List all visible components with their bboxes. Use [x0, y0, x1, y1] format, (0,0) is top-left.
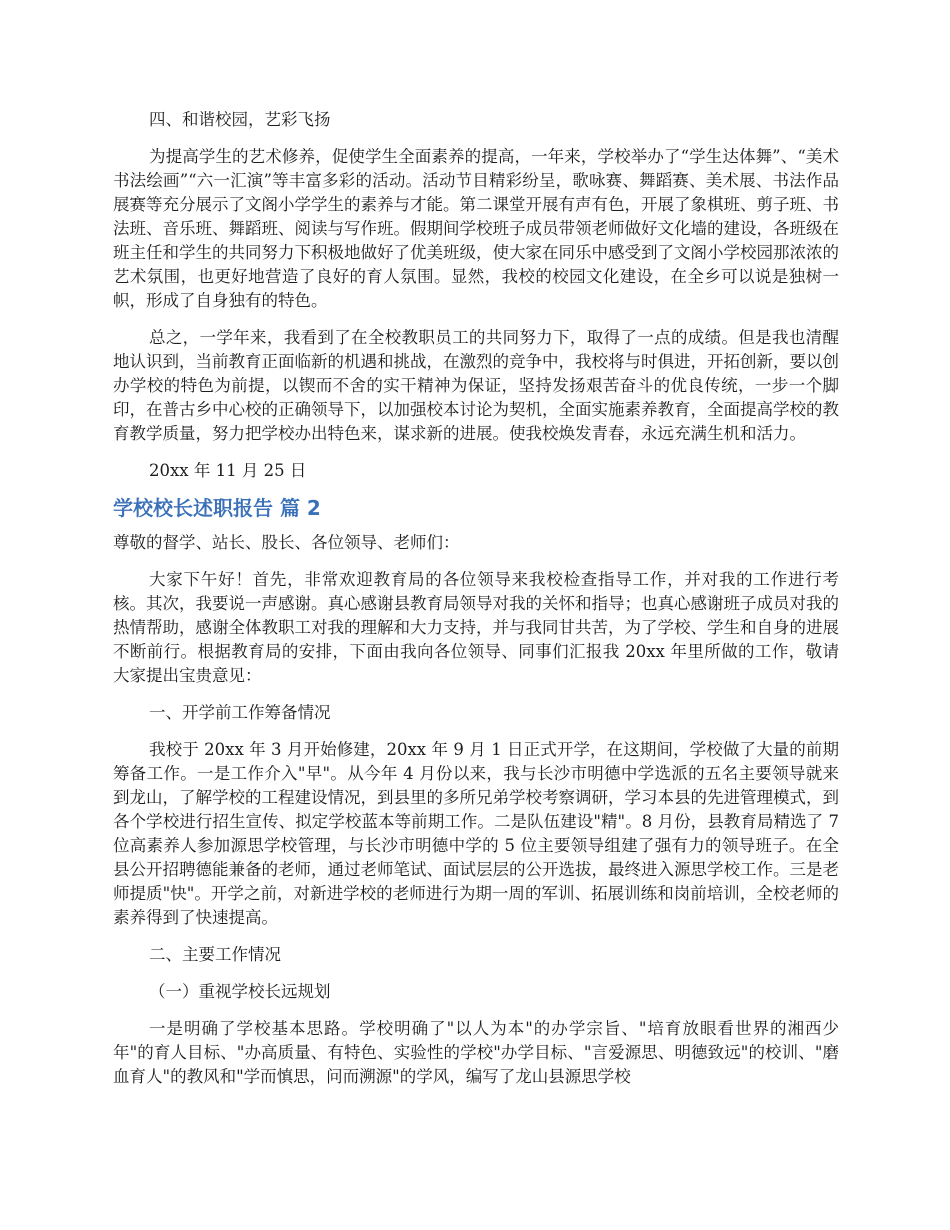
- paragraph-intro: 大家下午好！首先，非常欢迎教育局的各位领导来我校检查指导工作，并对我的工作进行考核。其次，我要说一声感谢。真心感谢县教育局领导对我的关怀和指导；也真心感谢班子成员对我的热情帮助，感谢全体教职工对我的理解和大力支持，并与我同甘共苦，为了学校、学生和自身的进展不断前行。根据教育局的安排，下面由我向各位领导、同事们汇报我 20xx 年里所做的工作，敬请大家提出宝贵意见：: [113, 570, 839, 685]
- salutation: 尊敬的督学、站长、股长、各位领导、老师们：: [113, 533, 460, 552]
- document-page: [113, 108, 839, 1089]
- paragraph-summary: 总之，一学年来，我看到了在全校教职员工的共同努力下，取得了一点的成绩。但是我也清醒地认识到，当前教育正面临新的机遇和挑战，在激烈的竞争中，我校将与时俱进，开拓创新，要以创办学校的特色为前提，以锲而不舍的实干精神为保证，坚持发扬艰苦奋斗的优良传统，一步一个脚印，在普古乡中心校的正确领导下，以加强校本讨论为契机，全面实施素养教育，全面提高学校的教育教学质量，努力把学校办出特色来，谋求新的进展。使我校焕发青春，永远充满生机和活力。: [113, 328, 839, 443]
- paragraph-preparation: 我校于 20xx 年 3 月开始修建，20xx 年 9 月 1 日正式开学，在这期间，学校做了大量的前期筹备工作。一是工作介入"早"。从今年 4 月份以来，我与长沙市明德中学选派的五名主要领导就来到龙山，了解学校的工程建设情况，到县里的多所兄弟学校考察调研，学习本县的先进管理模式，到各个学校进行招生宣传、拟定学校蓝本等前期工作。二是队伍建设"精"。8 月份，县教育局精选了 7 位高素养人参加源思学校管理，与长沙市明德中学的 5 位主要领导组建了强有力的领导班子。在全县公开招聘德能兼备的老师，通过老师笔试、面试层层的公开选拔，最终进入源思学校工作。三是老师提质"快"。开学之前，对新进学校的老师进行为期一周的军训、拓展训练和岗前培训，全校老师的素养得到了快速提高。: [113, 740, 839, 927]
- section-heading-4: 四、和谐校园，艺彩飞扬: [149, 110, 331, 129]
- report-date: 20xx 年 11 月 25 日: [149, 461, 307, 480]
- report-2-title: 学校校长述职报告 篇 2: [113, 496, 321, 520]
- subsection-1-heading: （一）重视学校长远规划: [149, 982, 331, 1001]
- paragraph-planning: 一是明确了学校基本思路。学校明确了"以人为本"的办学宗旨、"培育放眼看世界的湘西少年"的育人目标、"办高质量、有特色、实验性的学校"办学目标、"言爱源思、明德致远"的校训、"磨血育人"的教风和"学而慎思，问而溯源"的学风，编写了龙山县源思学校: [113, 1019, 839, 1086]
- part-1-heading: 一、开学前工作筹备情况: [149, 703, 331, 722]
- paragraph-art-activities: 为提高学生的艺术修养，促使学生全面素养的提高，一年来，学校举办了“学生达体舞”、“美术书法绘画”“六一汇演”等丰富多彩的活动。活动节目精彩纷呈，歌咏赛、舞蹈赛、美术展、书法作品展赛等充分展示了文阁小学学生的素养与才能。第二课堂开展有声有色，开展了象棋班、剪子班、书法班、音乐班、舞蹈班、阅读与写作班。假期间学校班子成员带领老师做好文化墙的建设，各班级在班主任和学生的共同努力下积极地做好了优美班级，使大家在同乐中感受到了文阁小学校园那浓浓的艺术氛围，也更好地营造了良好的育人氛围。显然，我校的校园文化建设，在全乡可以说是独树一帜，形成了自身独有的特色。: [113, 147, 839, 310]
- part-2-heading: 二、主要工作情况: [149, 945, 281, 964]
